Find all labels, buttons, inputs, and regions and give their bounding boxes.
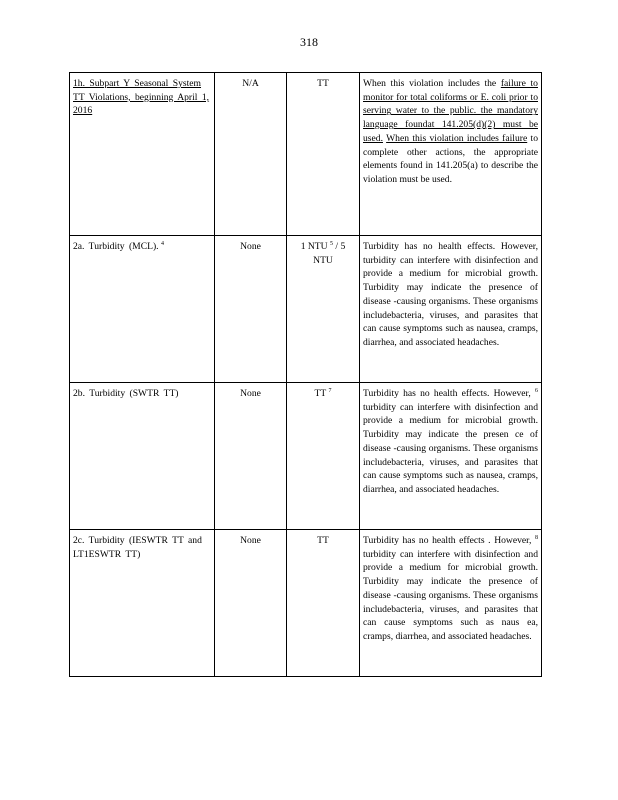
mcl-cell: None <box>215 383 287 530</box>
table-row <box>70 73 542 236</box>
contaminant-name: 2b. Turbidity (SWTR TT) <box>73 388 179 399</box>
contaminant-name: 1h. Subpart Y Seasonal System TT Violations, beginning April 1, 2016 <box>73 78 210 117</box>
mclg-value: / 5 NTU <box>313 241 346 266</box>
health-effects-cell <box>360 530 542 677</box>
health-text: turbidity can interfere with disinfection and provide a medium for microbial growth. Turbidity may indicate the presence of disease -causing organisms. These organisms includebacteria, viruses, and parasites that can cause symptoms such as naus ea, cramps, diarrhea, and associated headaches. <box>363 548 538 642</box>
health-text: Turbidity has no health effects . However, <box>363 535 532 546</box>
mcl-cell: N/A <box>215 73 287 236</box>
health-text: Turbidity has no health effects. However, <box>363 388 531 399</box>
contaminant-cell <box>70 383 215 530</box>
footnote-ref: 4 <box>160 241 164 247</box>
health-text: to complete other actions, the appropriate elements found in 141.205(a) to describe the violation must be used. <box>363 132 538 185</box>
mcl-cell: None <box>215 236 287 383</box>
health-effects-cell <box>360 383 542 530</box>
health-effects-cell: Turbidity has no health effects. However, turbidity can interfere with disinfection and provide a medium for microbial growth. Turbidity may indicate the presence of disease -causing organisms. These organisms includebacteria, viruses, and parasites that can cause symptoms such as nausea, cramps, diarrhea, and associated headaches. <box>360 236 542 383</box>
mcl-cell: None <box>215 530 287 677</box>
table-row <box>70 383 542 530</box>
footnote-ref: 5 <box>330 241 334 247</box>
footnote-ref: 8 <box>535 535 538 541</box>
health-text-underlined: failure to monitor for total coliforms or E. coli prior to serving water to the public. the mandatory language foundat 141.205(d)(2) must be used. <box>363 78 538 144</box>
table-row <box>70 236 542 383</box>
table-row <box>70 530 542 677</box>
mclg-cell: TT <box>287 73 360 236</box>
contaminant-name: 2c. Turbidity (IESWTR TT and LT1ESWTR TT) <box>73 535 202 560</box>
violations-table <box>69 72 542 677</box>
mclg-value: TT <box>314 388 327 399</box>
health-effects-cell <box>360 73 542 236</box>
contaminant-cell <box>70 530 215 677</box>
page-number: 318 <box>300 35 318 49</box>
mclg-value: 1 NTU <box>300 241 328 252</box>
contaminant-cell <box>70 236 215 383</box>
footnote-ref: 7 <box>328 388 332 394</box>
mclg-cell <box>287 383 360 530</box>
health-text: turbidity can interfere with disinfection and provide a medium for microbial growth. Turbidity may indicate the presen ce of disease -causing organisms. These organisms includebacteria, viruses, and parasites that can cause symptoms such as nausea, cramps, diarrhea, and associated headaches. <box>363 401 538 495</box>
health-text-underlined: When this violation includes failure <box>386 132 528 144</box>
mclg-cell: TT <box>287 530 360 677</box>
footnote-ref: 6 <box>535 388 538 394</box>
contaminant-name: 2a. Turbidity (MCL). <box>73 241 159 252</box>
contaminant-cell <box>70 73 215 236</box>
health-text: When this violation includes the <box>363 78 497 89</box>
mclg-cell <box>287 236 360 383</box>
